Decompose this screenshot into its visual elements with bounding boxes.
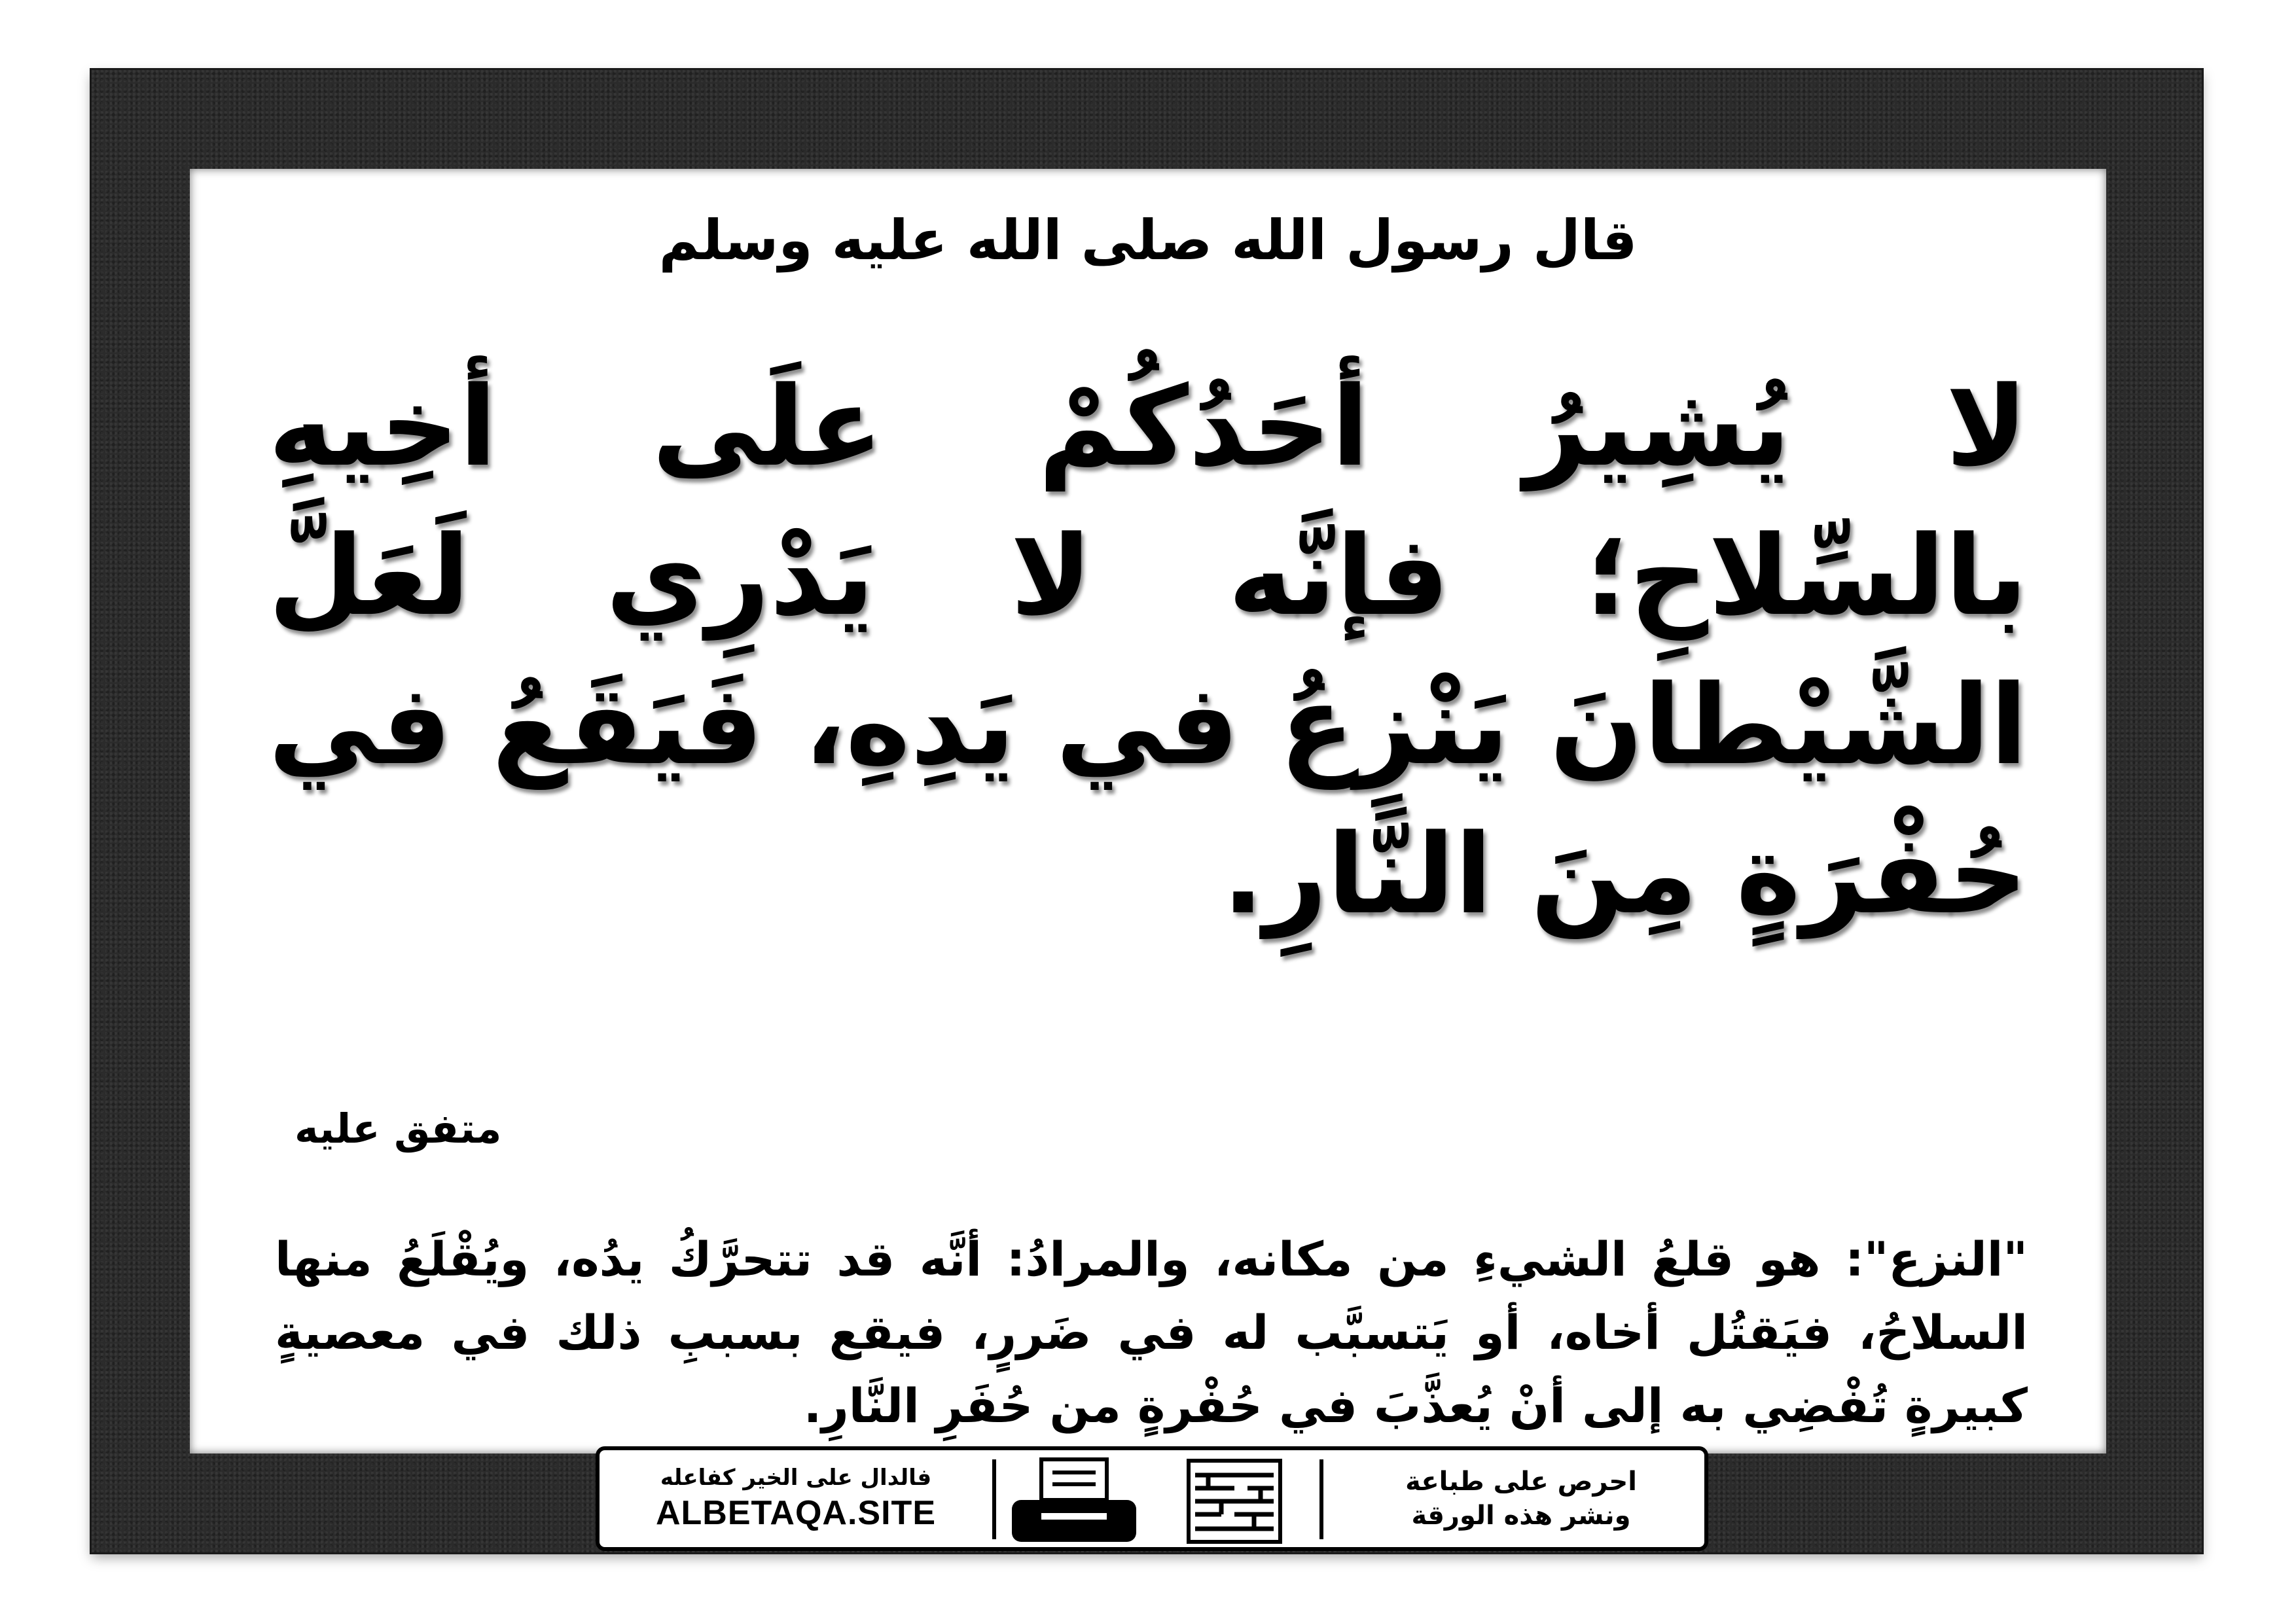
hadith-text: لا يُشِيرُ أحَدُكُمْ علَى أخِيهِ بالسِّلاحِ؛ فإنَّه لا يَدْرِي لَعَلَّ الشَّيْطانَ يَنْزِعُ في يَدِهِ، فَيَقَعُ في حُفْرَةٍ مِنَ النَّارِ. xyxy=(268,363,2028,938)
content-card xyxy=(190,169,2106,1454)
footer-site-block xyxy=(613,1450,979,1547)
source-label: متفق عليه xyxy=(295,1105,502,1152)
footer-site-link[interactable]: ALBETAQA.SITE xyxy=(655,1494,937,1532)
footer-notice-line2: ونشر هذه الورقة xyxy=(1411,1501,1631,1531)
dawah-logo xyxy=(1175,1455,1293,1547)
header-title: قال رسول الله صلى الله عليه وسلم xyxy=(658,208,1638,272)
footer-notice-line1: احرص على طباعة xyxy=(1405,1467,1637,1497)
printer-icon xyxy=(1005,1455,1143,1547)
footer-divider xyxy=(1319,1459,1323,1539)
footer-bar xyxy=(596,1446,1708,1551)
explanation-text: "النزع": هو قلعُ الشيءِ من مكانه، والمرادُ: أنَّه قد تتحرَّكُ يدُه، ويُقْلَعُ منها السلاحُ، فيَقتُل أخاه، أو يَتسبَّب له في ضَررٍ، فيقع بسببِ ذلك في معصيةٍ كبيرةٍ تُفْضِي به إلى أنْ يُعذَّبَ في حُفْرةٍ من حُفَرِ النَّارِ. xyxy=(275,1232,2028,1433)
footer-notice xyxy=(1390,1450,1652,1547)
footer-divider xyxy=(992,1459,996,1539)
footer-slogan: فالدال على الخير كفاعله xyxy=(660,1465,932,1491)
